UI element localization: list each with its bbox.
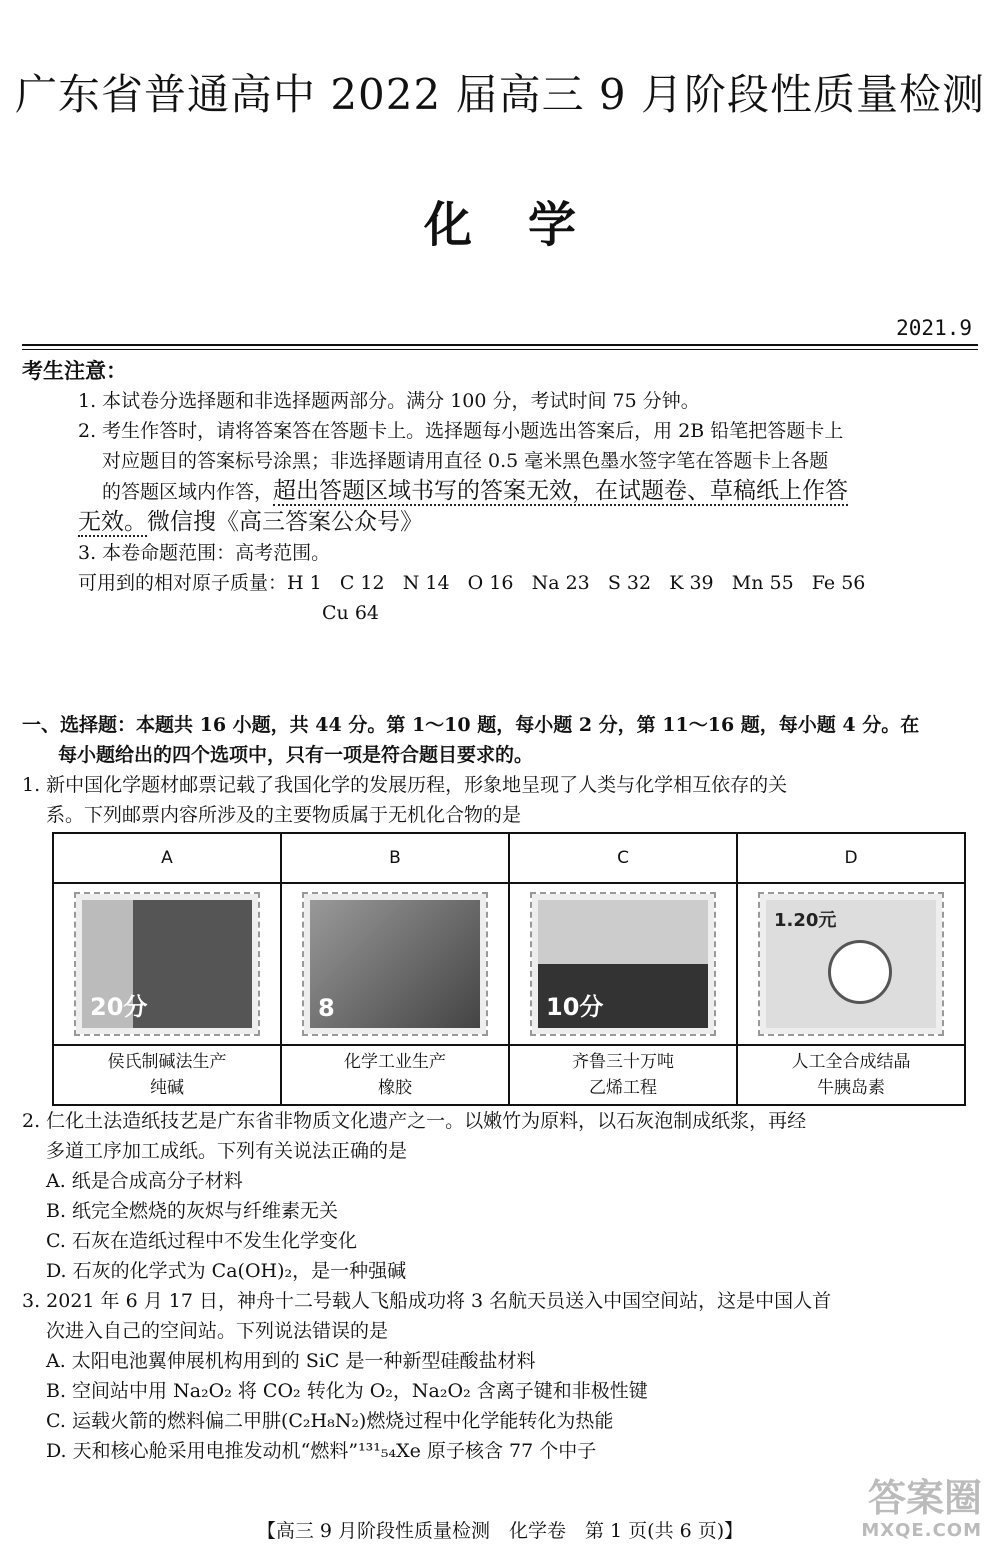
divider-thick bbox=[22, 344, 978, 346]
notice-heading: 考生注意： bbox=[22, 358, 127, 383]
notice-item-2 bbox=[22, 416, 982, 538]
stamp-image-a bbox=[76, 894, 258, 1034]
question-1 bbox=[22, 770, 982, 830]
subject-title: 化学 bbox=[423, 197, 632, 253]
watermark-text: 答案圈 bbox=[867, 1476, 982, 1520]
caption-d bbox=[737, 1045, 965, 1105]
stamp-image-c bbox=[532, 894, 714, 1034]
question-3-option-b: B. 空间站中用 Na₂O₂ 将 CO₂ 转化为 O₂，Na₂O₂ 含离子键和非极性键 bbox=[46, 1380, 648, 1402]
notice-item-2-line-1: 2. 考生作答时，请将答案答在答题卡上。选择题每小题选出答案后，用 2B 铅笔把答题卡上 bbox=[78, 420, 844, 442]
caption-a-line-2: 纯碱 bbox=[150, 1078, 184, 1098]
caption-d-line-1: 人工全合成结晶 bbox=[791, 1052, 911, 1072]
question-3-option-d: D. 天和核心舱采用电推发动机“燃料”¹³¹₅₄Xe 原子核含 77 个中子 bbox=[46, 1440, 597, 1462]
option-d-header: D bbox=[737, 833, 965, 883]
question-2-line-1: 2. 仁化土法造纸技艺是广东省非物质文化遗产之一。以嫩竹为原料，以石灰泡制成纸浆，再经 bbox=[22, 1110, 807, 1132]
notice-item-2-text: 的答题区域内作答， bbox=[102, 481, 274, 503]
watermark-url: MXQE.COM bbox=[861, 1520, 982, 1541]
atomic-masses-line-1: H 1 C 12 N 14 O 16 Na 23 S 32 K 39 Mn 55 Fe 56 bbox=[287, 572, 866, 594]
stamp-cell-b bbox=[281, 883, 509, 1045]
question-2 bbox=[22, 1106, 982, 1166]
question-2-option-a: A. 纸是合成高分子材料 bbox=[46, 1170, 243, 1192]
question-1-line-1: 1. 新中国化学题材邮票记载了我国化学的发展历程，形象地呈现了人类与化学相互依存的关 bbox=[22, 774, 788, 796]
caption-b bbox=[281, 1045, 509, 1105]
question-2-option-b: B. 纸完全燃烧的灰烬与纤维素无关 bbox=[46, 1200, 339, 1222]
section-heading-line-1: 一、选择题：本题共 16 小题，共 44 分。第 1～10 题，每小题 2 分，第 11～16 题，每小题 4 分。在 bbox=[22, 714, 920, 736]
caption-d-line-2: 牛胰岛素 bbox=[817, 1078, 885, 1098]
notice-block bbox=[22, 356, 982, 628]
question-3-line-2: 次进入自己的空间站。下列说法错误的是 bbox=[46, 1320, 389, 1342]
caption-a bbox=[53, 1045, 281, 1105]
atomic-masses-label: 可用到的相对原子质量： bbox=[78, 572, 288, 594]
notice-item-2-line-3 bbox=[78, 476, 982, 507]
section-heading bbox=[22, 710, 982, 770]
invalid-answer-warning: 超出答题区域书写的答案无效，在试题卷、草稿纸上作答 bbox=[273, 478, 849, 504]
question-3-option-a: A. 太阳电池翼伸展机构用到的 SiC 是一种新型硅酸盐材料 bbox=[46, 1350, 536, 1372]
caption-c bbox=[509, 1045, 737, 1105]
option-a-header: A bbox=[53, 833, 281, 883]
exam-date: 2021.9 bbox=[896, 316, 972, 340]
questions-2-3 bbox=[22, 1106, 982, 1466]
petri-dish-icon bbox=[828, 940, 892, 1004]
stamp-caption-row bbox=[53, 1045, 965, 1105]
caption-b-line-1: 化学工业生产 bbox=[344, 1052, 446, 1072]
question-1-line-2: 系。下列邮票内容所涉及的主要物质属于无机化合物的是 bbox=[46, 804, 522, 826]
stamp-table-header bbox=[53, 833, 965, 883]
stamp-cell-c bbox=[509, 883, 737, 1045]
caption-c-line-2: 乙烯工程 bbox=[589, 1078, 657, 1098]
notice-item-2-line-4 bbox=[78, 507, 982, 538]
watermark-logo bbox=[832, 1476, 982, 1556]
invalid-warning-end: 无效。 bbox=[78, 509, 147, 535]
stamp-value-b: 8 bbox=[318, 994, 335, 1022]
stamp-value-d: 1.20元 bbox=[774, 910, 837, 931]
stamp-value-a: 20分 bbox=[90, 993, 148, 1021]
option-b-header: B bbox=[281, 833, 509, 883]
atomic-masses bbox=[22, 568, 982, 598]
stamp-value-c: 10分 bbox=[546, 993, 604, 1021]
caption-a-line-1: 侯氏制碱法生产 bbox=[107, 1052, 227, 1072]
question-2-option-d: D. 石灰的化学式为 Ca(OH)₂，是一种强碱 bbox=[46, 1260, 407, 1282]
question-3 bbox=[22, 1286, 982, 1346]
page-title: 广东省普通高中 2022 届高三 9 月阶段性质量检测 bbox=[14, 70, 985, 119]
question-2-line-2: 多道工序加工成纸。下列有关说法正确的是 bbox=[46, 1140, 408, 1162]
section-heading-line-2: 每小题给出的四个选项中，只有一项是符合题目要求的。 bbox=[58, 744, 534, 766]
stamp-image-row bbox=[53, 883, 965, 1045]
caption-c-line-1: 齐鲁三十万吨 bbox=[572, 1052, 674, 1072]
notice-item-1: 1. 本试卷分选择题和非选择题两部分。满分 100 分，考试时间 75 分钟。 bbox=[78, 390, 700, 412]
stamp-cell-d bbox=[737, 883, 965, 1045]
section-choice bbox=[22, 710, 982, 830]
question-3-line-1: 3. 2021 年 6 月 17 日，神舟十二号载人飞船成功将 3 名航天员送入中国空间站，这是中国人首 bbox=[22, 1290, 832, 1312]
page-footer: 【高三 9 月阶段性质量检测 化学卷 第 1 页(共 6 页)】 bbox=[256, 1520, 744, 1542]
option-c-header: C bbox=[509, 833, 737, 883]
stamp-image-b bbox=[304, 894, 486, 1034]
question-2-option-c: C. 石灰在造纸过程中不发生化学变化 bbox=[46, 1230, 357, 1252]
caption-b-line-2: 橡胶 bbox=[378, 1078, 412, 1098]
stamp-image-d bbox=[760, 894, 942, 1034]
wechat-note: 微信搜《高三答案公众号》 bbox=[147, 509, 423, 535]
notice-item-3: 3. 本卷命题范围：高考范围。 bbox=[78, 542, 331, 564]
question-3-option-c: C. 运载火箭的燃料偏二甲肼(C₂H₈N₂)燃烧过程中化学能转化为热能 bbox=[46, 1410, 614, 1432]
notice-item-2-line-2: 对应题目的答案标号涂黑；非选择题请用直径 0.5 毫米黑色墨水签字笔在答题卡上各题 bbox=[102, 450, 829, 472]
atomic-masses-line-2: Cu 64 bbox=[322, 602, 379, 624]
stamp-table bbox=[52, 832, 966, 1106]
divider-thin bbox=[22, 349, 978, 350]
stamp-cell-a bbox=[53, 883, 281, 1045]
